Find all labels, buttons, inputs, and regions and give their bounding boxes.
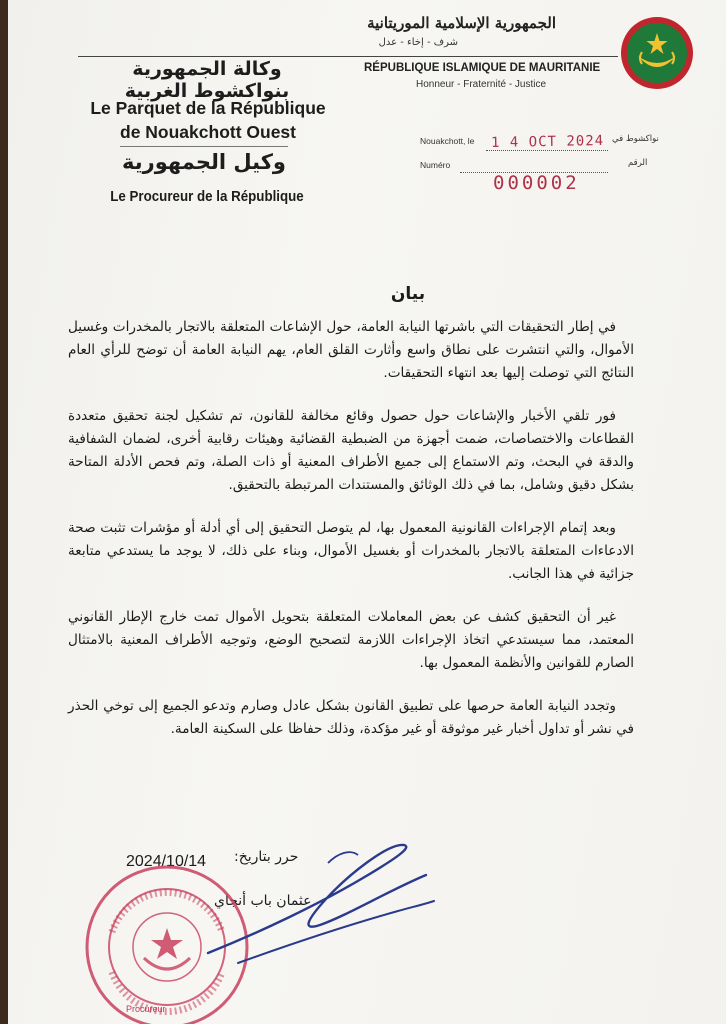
body-paragraph: وبعد إتمام الإجراءات القانونية المعمول بها، لم يتوصل التحقيق إلى أي أدلة أو مؤشرات تثبت صحة الادعاءات المتعلقة بالاتجار بالمخدرات أو بغسيل الأموال، وبناء على ذلك، لا يوجد ما يستدعي متابعة جزائية في هذا الجانب. (68, 520, 634, 582)
arabic-motto: شرف - إخاء - عدل (378, 37, 458, 48)
arabic-republic-title: الجمهورية الإسلامية الموريتانية (367, 14, 556, 32)
handwritten-signature (198, 835, 438, 975)
number-label-ar: الرقم (628, 158, 648, 168)
arabic-agency-name: وكالة الجمهورية بنواكشوط الغربية (124, 58, 290, 102)
signature-date: 2024/10/14 (126, 853, 207, 870)
body-paragraph: فور تلقي الأخبار والإشاعات حول حصول وقائع مخالفة للقانون، تم تشكيل لجنة تحقيق متعددة القطاعات والاختصاصات، ضمت أجهزة من الضبطية القضائية وهيئات رقابية أخرى، لضمان الشفافية والدقة في البحث، وتم الاستماع إلى جميع الأطراف المعنية أو ذات الصلة، وتم فحص الأدلة المتاحة بشكل دقيق وشامل، بما في ذلك الوثائق والمستندات المرتبطة بالتحقيق. (68, 408, 634, 493)
date-label-fr: Nouakchott, le (420, 136, 475, 146)
date-label-ar: نواكشوط في (612, 134, 659, 144)
signatory-name: عثمان باب أنجاي (214, 893, 312, 909)
stamp-caption: Procureur (126, 1004, 166, 1014)
french-procureur-title: Le Procureur de la République (110, 189, 304, 205)
body-paragraph: في إطار التحقيقات التي باشرتها النيابة العامة، حول الإشاعات المتعلقة بالاتجار بالمخدرات وغسيل الأموال، والتي انتشرت على نطاق واسع وأثارت القلق العام، يهم النيابة العامة أن توضح للرأي العام النتائج التي توصلت إليها بعد انتهاء التحقيقات. (68, 319, 634, 381)
number-stamp: 000002 (493, 172, 580, 194)
document-title: بيان (390, 284, 426, 304)
office-divider (120, 146, 288, 147)
header-divider (78, 56, 618, 57)
body-paragraph: غير أن التحقيق كشف عن بعض المعاملات المتعلقة بتحويل الأموال تمت خارج الإطار القانوني المعتمد، مما سيستدعي اتخاذ الإجراءات اللازمة لتصحيح الوضع، وتوجيه الأطراف المعنية بالامتثال الصارم للقوانين والأنظمة المعمول بها. (68, 609, 634, 671)
arabic-procureur-title: وكيل الجمهورية (122, 150, 286, 174)
french-motto: Honneur - Fraternité - Justice (416, 79, 547, 90)
document-body (68, 316, 634, 761)
french-parquet-name (88, 96, 328, 144)
date-stamp: 1 4 OCT 2024 (490, 133, 605, 151)
national-emblem-icon (620, 16, 694, 90)
number-label-fr: Numéro (420, 160, 451, 170)
signature-date-label: حرر بتاريخ: (234, 849, 299, 865)
body-paragraph: وتجدد النيابة العامة حرصها على تطبيق القانون بشكل عادل وصارم وتدعو الجميع إلى توخي الحذر في نشر أو تداول أخبار غير موثوقة أو غير مؤكدة، وذلك حفاظا على السكينة العامة. (68, 698, 634, 737)
french-parquet-line1: Le Parquet de la République (90, 98, 326, 118)
document-page (8, 0, 726, 1024)
french-parquet-line2: de Nouakchott Ouest (120, 122, 296, 142)
french-republic-title: RÉPUBLIQUE ISLAMIQUE DE MAURITANIE (364, 62, 601, 74)
